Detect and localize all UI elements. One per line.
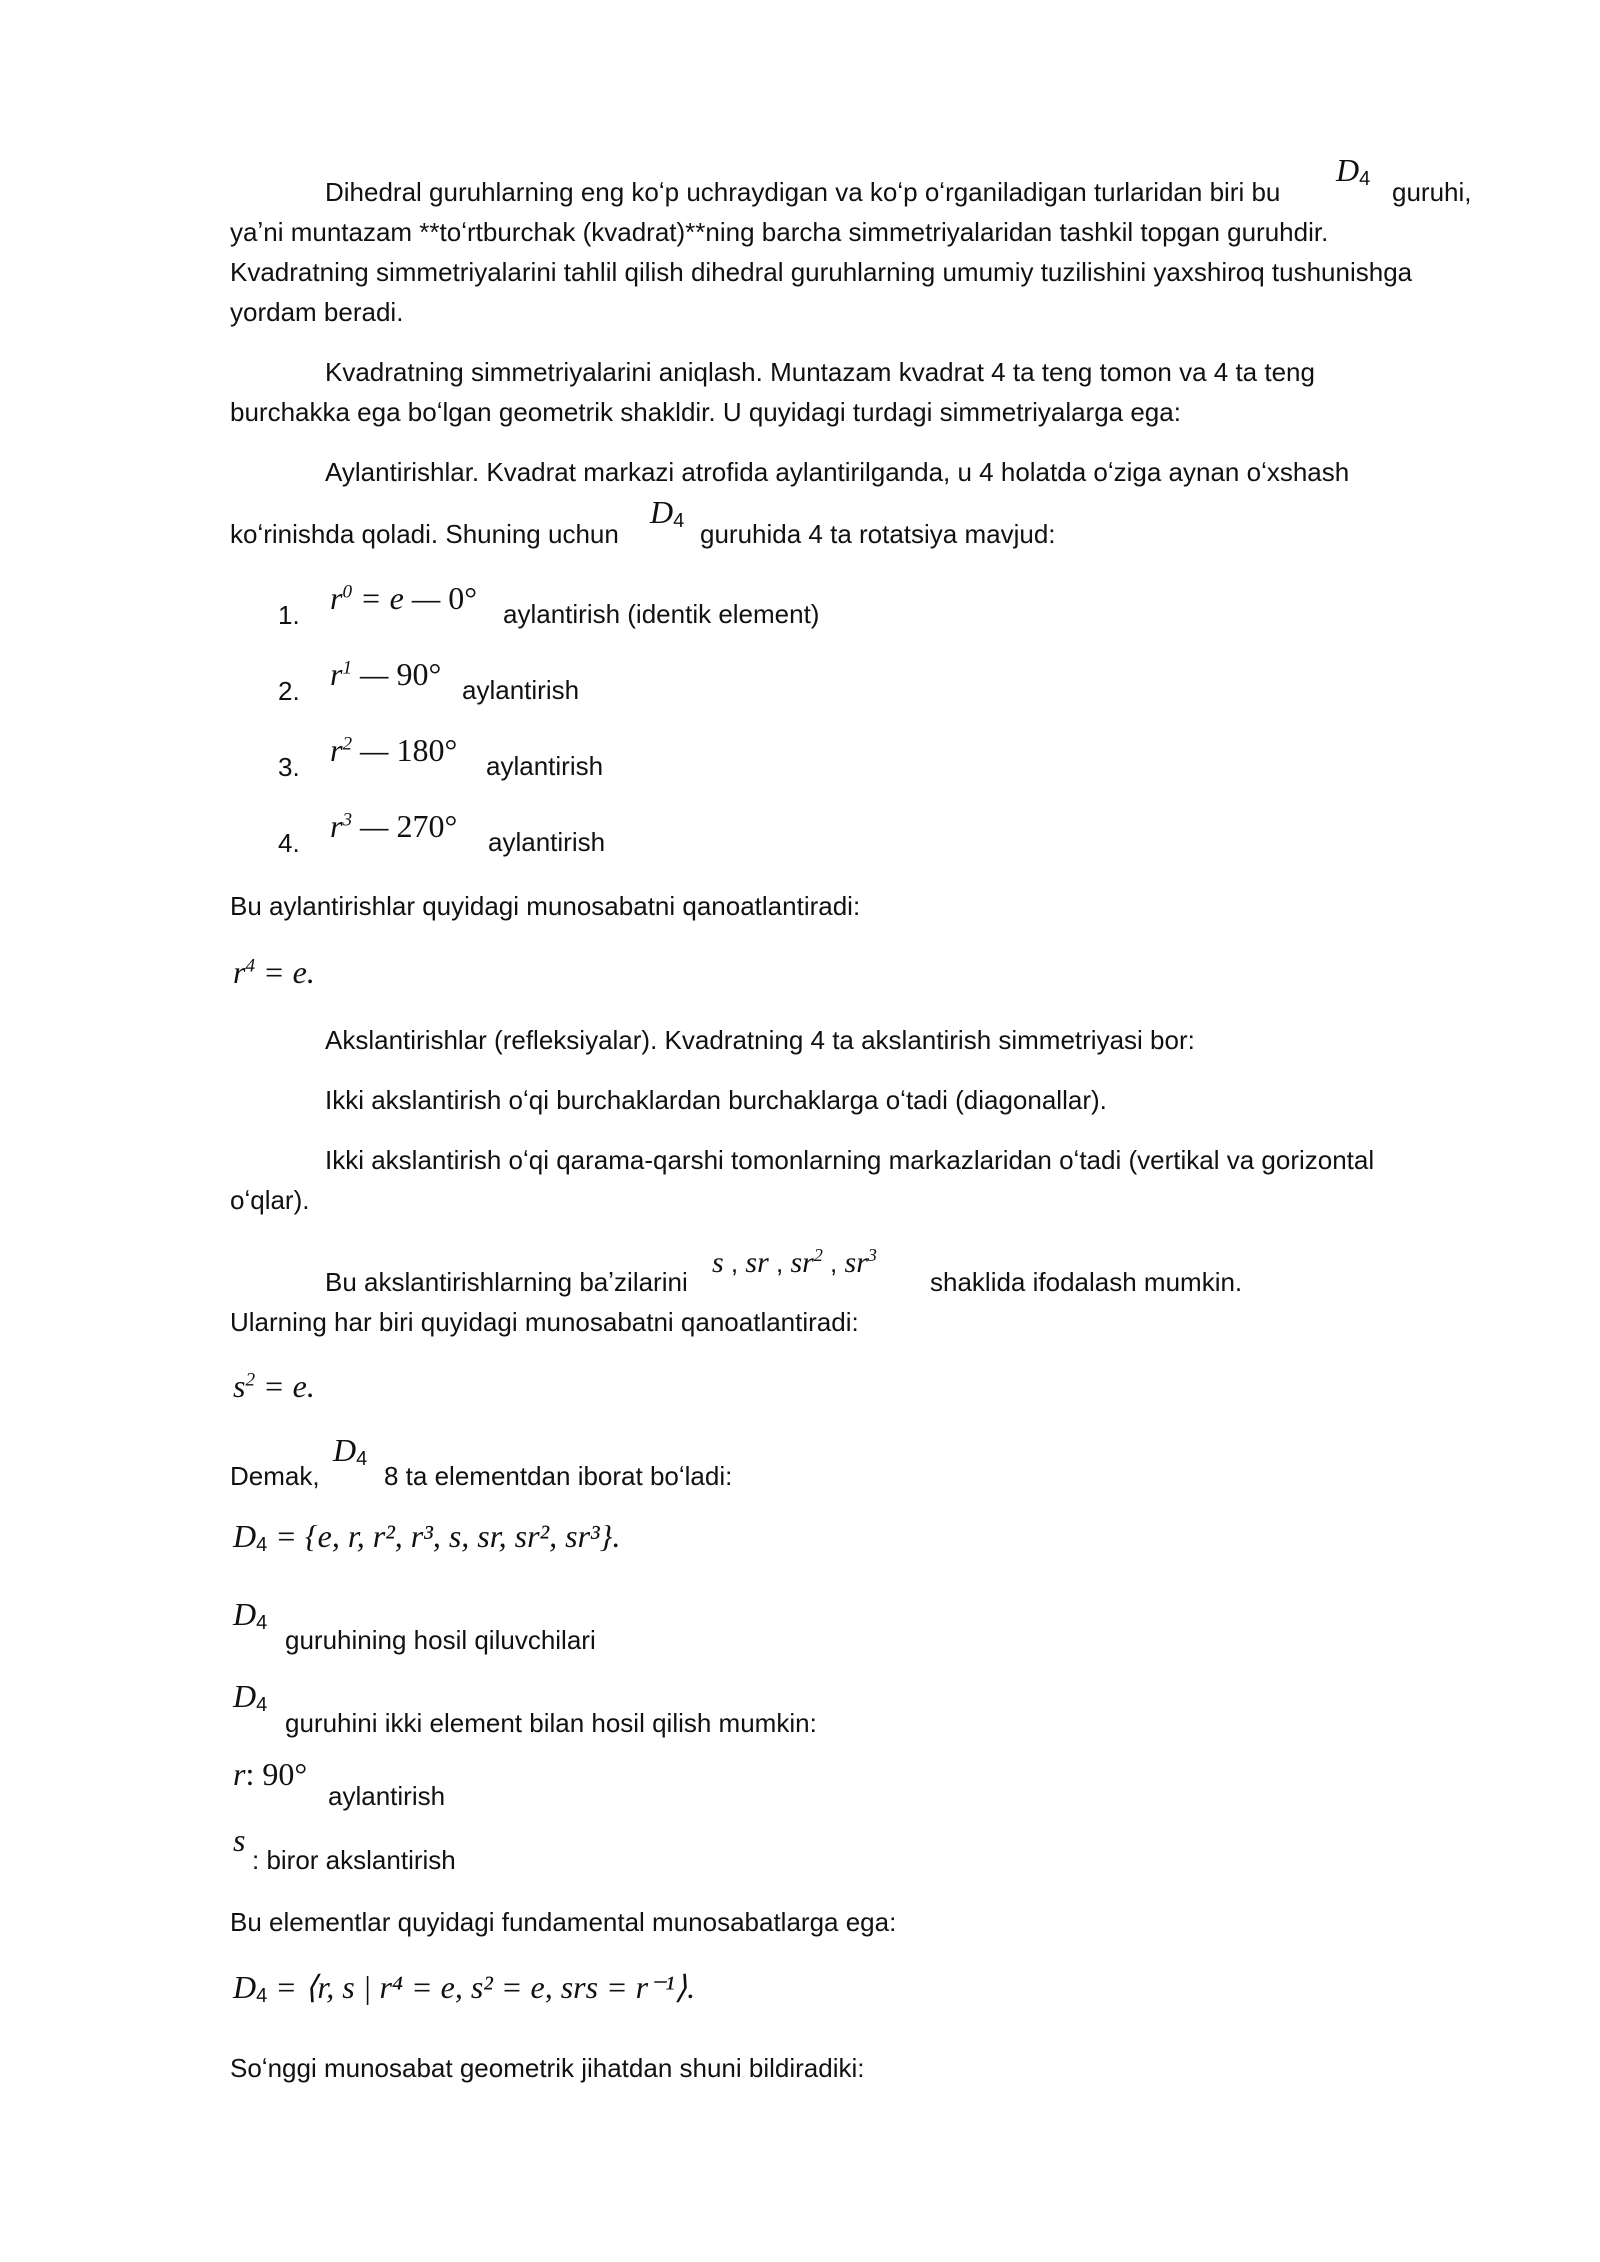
list-number: 1. [278,600,300,630]
p1-line2: yaʼni muntazam **toʻrtburchak (kvadrat)**ning barcha simmetriyalaridan tashkil topgan guruhdir. [230,217,1329,247]
p6-line1b: shaklida ifodalash mumkin. [930,1267,1243,1297]
d4-symbol: $D_4$ [1336,152,1371,190]
p1-line1a: Dihedral guruhlarning eng koʻp uchraydigan va koʻp oʻrganiladigan turlaridan biri bu [325,177,1281,207]
p8-line2: guruhini ikki element bilan hosil qilish mumkin: [285,1708,817,1738]
p8-line1: guruhining hosil qiluvchilari [285,1625,596,1655]
rotation-formula: $r^1$ — 90° [330,656,442,692]
p8-line5: Bu elementlar quyidagi fundamental munosabatlarga ega: [230,1907,897,1937]
rotation-formula: $r^0 = e$ — 0° [330,580,478,616]
p9-line: Soʻnggi munosabat geometrik jihatdan shuni bildiradiki: [230,2053,865,2083]
p7-b: 8 ta elementdan iborat boʻladi: [384,1461,733,1491]
generator-r-text: aylantirish [328,1781,446,1811]
p3-line2a: koʻrinishda qoladi. Shuning uchun [230,519,619,549]
equation-s2: $s^2 = e$. [233,1368,315,1404]
rotation-text: aylantirish [486,751,604,781]
p1-line1b: guruhi, [1392,177,1472,207]
generator-s-text: : biror akslantirish [252,1845,456,1875]
p2-line2: burchakka ega boʻlgan geometrik shakldir. U quyidagi turdagi simmetriyalarga ega: [230,397,1181,427]
equation-r4: $r^4 = e$. [233,954,315,990]
d4-symbol: $D_4$ [233,1678,268,1716]
generator-r: r: 90° [233,1756,308,1792]
p3-line1: Aylantirishlar. Kvadrat markazi atrofida aylantirilganda, u 4 holatda oʻziga aynan oʻxshash [325,457,1350,487]
list-number: 4. [278,828,300,858]
rotation-text: aylantirish [462,675,580,705]
rotation-text: aylantirish [488,827,606,857]
p5-line3: Ikki akslantirish oʻqi qarama-qarshi tomonlarning markazlaridan oʻtadi (vertikal va gorizontal [325,1145,1375,1175]
p7-a: Demak, [230,1461,320,1491]
p5-line2: Ikki akslantirish oʻqi burchaklardan burchaklarga oʻtadi (diagonallar). [325,1085,1107,1115]
rotation-text: aylantirish (identik element) [503,599,820,629]
rotation-formula: $r^3$ — 270° [330,808,458,844]
p2-line1: Kvadratning simmetriyalarini aniqlash. Muntazam kvadrat 4 ta teng tomon va 4 ta teng [325,357,1315,387]
p5-line4: oʻqlar). [230,1185,310,1215]
p5-line1: Akslantirishlar (refleksiyalar). Kvadratning 4 ta akslantirish simmetriyasi bor: [325,1025,1195,1055]
p1-line4: yordam beradi. [230,297,404,327]
d4-symbol: $D_4$ [233,1596,268,1634]
d4-symbol: $D_4$ [333,1432,368,1470]
p6-line1a: Bu akslantirishlarning baʼzilarini [325,1267,688,1297]
p1-line3: Kvadratning simmetriyalarini tahlil qilish dihedral guruhlarning umumiy tuzilishini yaxshiroq tushunishga [230,257,1413,287]
p3-line2b: guruhida 4 ta rotatsiya mavjud: [700,519,1056,549]
rotation-formula: $r^2$ — 180° [330,732,458,768]
p4-line: Bu aylantirishlar quyidagi munosabatni qanoatlantiradi: [230,891,861,921]
reflection-forms: s , sr , $sr^2$ , $sr^3$ [712,1245,877,1279]
list-number: 3. [278,752,300,782]
p6-line2: Ularning har biri quyidagi munosabatni qanoatlantiradi: [230,1307,859,1337]
equation-presentation: $D_4$ = ⟨r, s | r⁴ = e, s² = e, srs = r⁻¹⟩. [233,1969,696,2007]
generator-s: s [233,1822,246,1858]
equation-d4-set: $D_4 = \{e$, r, r², r³, s, sr, sr², sr³}. [233,1518,621,1556]
d4-symbol: $D_4$ [650,494,685,532]
list-number: 2. [278,676,300,706]
